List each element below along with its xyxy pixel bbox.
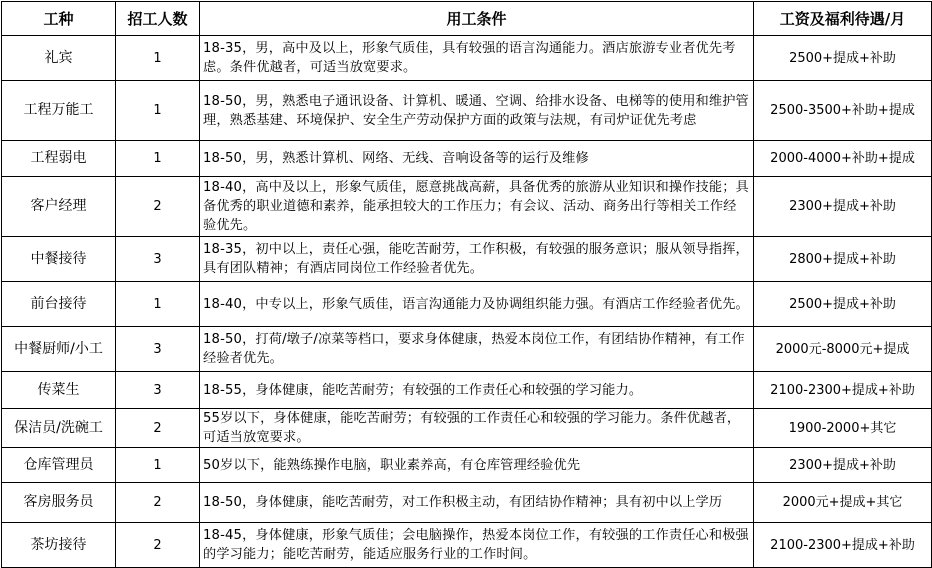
pay-cell: 2300+提成+补助 xyxy=(754,177,932,237)
count-cell: 1 xyxy=(116,141,200,177)
requirements-cell: 18-50，身体健康，能吃苦耐劳，对工作积极主动，有团结协作精神；具有初中以上学历 xyxy=(200,483,754,523)
job-cell: 传菜生 xyxy=(2,372,116,409)
header-pay: 工资及福利待遇/月 xyxy=(754,2,932,36)
recruitment-table xyxy=(1,1,932,568)
count-cell: 3 xyxy=(116,327,200,372)
pay-cell: 2000元-8000元+提成 xyxy=(754,327,932,372)
requirements-cell: 55岁以下，身体健康，能吃苦耐劳；有较强的工作责任心和较强的学习能力。条件优越者，可适当放宽要求。 xyxy=(200,409,754,448)
pay-cell: 2000-4000+补助+提成 xyxy=(754,141,932,177)
requirements-cell: 18-40，高中及以上，形象气质佳，愿意挑战高薪，具备优秀的旅游从业知识和操作技能；具备优秀的职业道德和素养，能承担较大的工作压力；有会议、活动、商务出行等相关工作经验优先。 xyxy=(200,177,754,237)
count-cell: 2 xyxy=(116,483,200,523)
job-cell: 保洁员/洗碗工 xyxy=(2,409,116,448)
table-row xyxy=(2,36,932,81)
job-cell: 前台接待 xyxy=(2,282,116,327)
table-row xyxy=(2,409,932,448)
requirements-cell: 18-55，身体健康，能吃苦耐劳；有较强的工作责任心和较强的学习能力。 xyxy=(200,372,754,409)
requirements-cell: 18-50，男，熟悉计算机、网络、无线、音响设备等的运行及维修 xyxy=(200,141,754,177)
count-cell: 1 xyxy=(116,36,200,81)
requirements-cell: 18-35，初中以上，责任心强，能吃苦耐劳，工作积极，有较强的服务意识；服从领导指挥，具有团队精神；有酒店同岗位工作经验者优先。 xyxy=(200,237,754,282)
requirements-cell: 50岁以下，能熟练操作电脑，职业素养高，有仓库管理经验优先 xyxy=(200,448,754,483)
job-cell: 客户经理 xyxy=(2,177,116,237)
job-cell: 工程弱电 xyxy=(2,141,116,177)
header-count: 招工人数 xyxy=(116,2,200,36)
table-row xyxy=(2,237,932,282)
table-row xyxy=(2,81,932,141)
requirements-cell: 18-40，中专以上，形象气质佳，语言沟通能力及协调组织能力强。有酒店工作经验者优先。 xyxy=(200,282,754,327)
count-cell: 2 xyxy=(116,409,200,448)
job-cell: 中餐厨师/小工 xyxy=(2,327,116,372)
header-requirements: 用工条件 xyxy=(200,2,754,36)
pay-cell: 2000元+提成+其它 xyxy=(754,483,932,523)
count-cell: 3 xyxy=(116,372,200,409)
requirements-cell: 18-50，男，熟悉电子通讯设备、计算机、暖通、空调、给排水设备、电梯等的使用和维护管理，熟悉基建、环境保护、安全生产劳动保护方面的政策与法规，有司炉证优先考虑 xyxy=(200,81,754,141)
count-cell: 2 xyxy=(116,523,200,568)
count-cell: 3 xyxy=(116,237,200,282)
job-cell: 茶坊接待 xyxy=(2,523,116,568)
job-cell: 礼宾 xyxy=(2,36,116,81)
requirements-cell: 18-45，身体健康，形象气质佳；会电脑操作，热爱本岗位工作，有较强的工作责任心和极强的学习能力；能吃苦耐劳，能适应服务行业的工作时间。 xyxy=(200,523,754,568)
count-cell: 1 xyxy=(116,282,200,327)
job-cell: 客房服务员 xyxy=(2,483,116,523)
header-row xyxy=(2,2,932,36)
table-row xyxy=(2,448,932,483)
table-row xyxy=(2,327,932,372)
count-cell: 2 xyxy=(116,177,200,237)
pay-cell: 2800+提成+补助 xyxy=(754,237,932,282)
pay-cell: 2500-3500+补助+提成 xyxy=(754,81,932,141)
pay-cell: 2500+提成+补助 xyxy=(754,282,932,327)
count-cell: 1 xyxy=(116,448,200,483)
pay-cell: 2300+提成+补助 xyxy=(754,448,932,483)
table-row xyxy=(2,372,932,409)
requirements-cell: 18-35，男，高中及以上，形象气质佳，具有较强的语言沟通能力。酒店旅游专业者优先考虑。条件优越者，可适当放宽要求。 xyxy=(200,36,754,81)
table-row xyxy=(2,282,932,327)
requirements-cell: 18-50，打荷/墩子/凉菜等档口，要求身体健康，热爱本岗位工作，有团结协作精神，有工作经验者优先。 xyxy=(200,327,754,372)
table-row xyxy=(2,177,932,237)
pay-cell: 2100-2300+提成+补助 xyxy=(754,523,932,568)
pay-cell: 2500+提成+补助 xyxy=(754,36,932,81)
pay-cell: 2100-2300+提成+补助 xyxy=(754,372,932,409)
job-cell: 仓库管理员 xyxy=(2,448,116,483)
table-row xyxy=(2,483,932,523)
header-job: 工种 xyxy=(2,2,116,36)
job-cell: 工程万能工 xyxy=(2,81,116,141)
pay-cell: 1900-2000+其它 xyxy=(754,409,932,448)
count-cell: 1 xyxy=(116,81,200,141)
table-row xyxy=(2,141,932,177)
job-cell: 中餐接待 xyxy=(2,237,116,282)
